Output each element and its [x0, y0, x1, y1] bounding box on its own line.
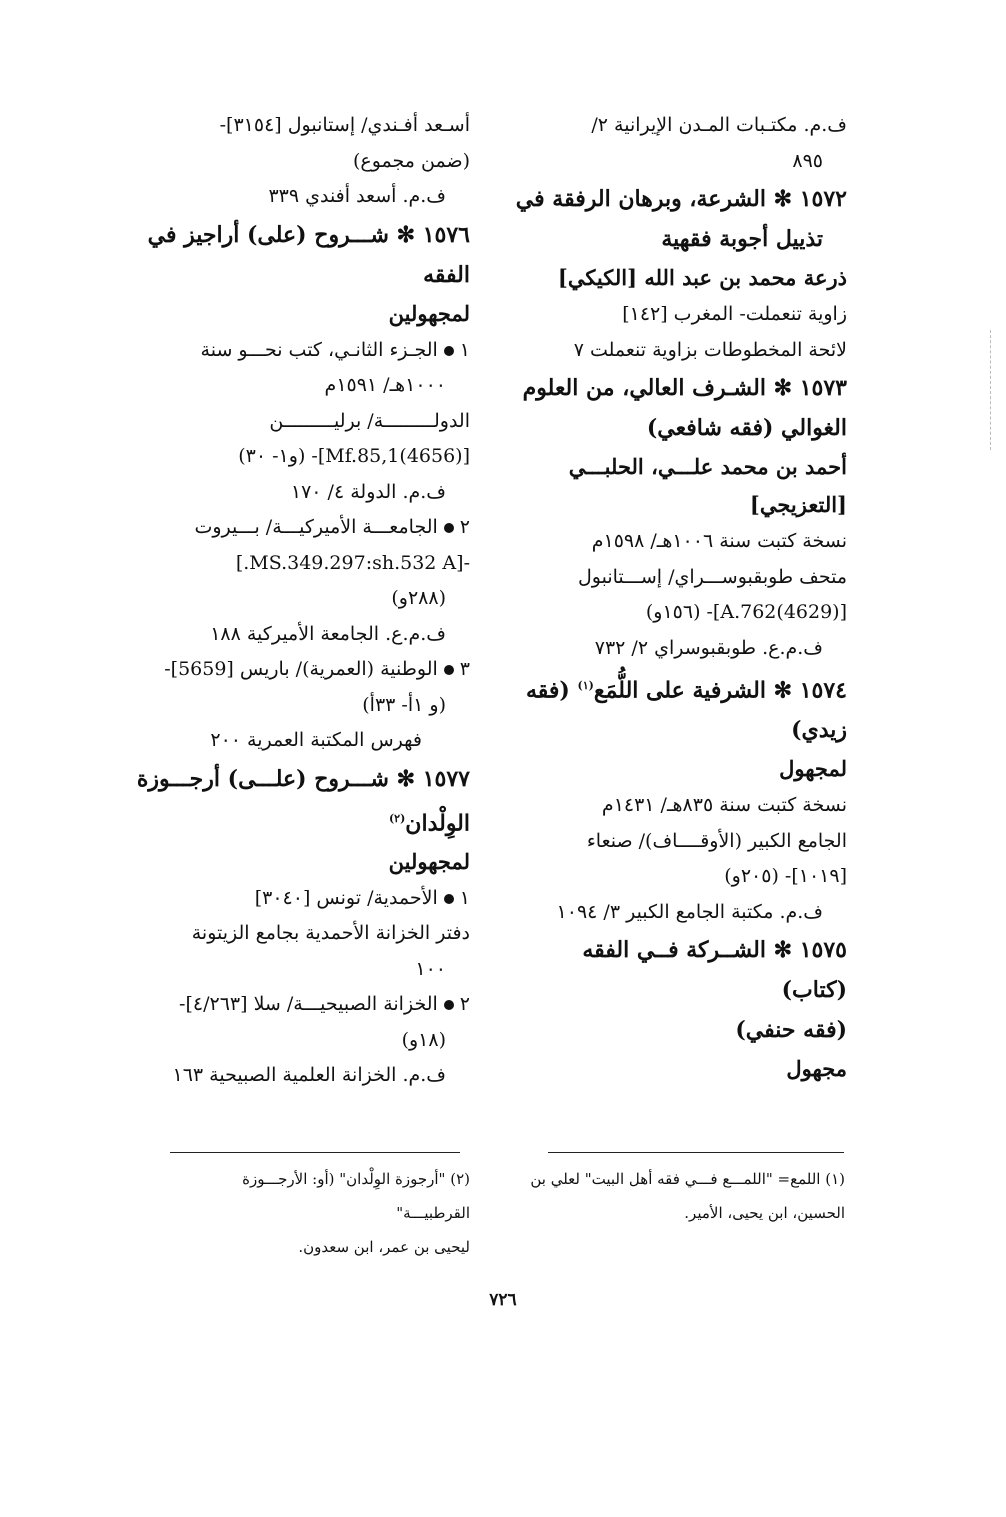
- footnote-line: الحسين، ابن يحيى، الأمير.: [684, 1204, 845, 1222]
- page-number: ٧٢٦: [489, 1290, 517, 1310]
- text-line: [١٠١٩]- (٢٠٥و): [724, 865, 847, 888]
- entry-title-1574-cont: زيدي): [791, 717, 847, 744]
- footnote-ref: (٢): [388, 811, 406, 825]
- item-number: ١: [459, 338, 470, 361]
- entry-author: ذرعة محمد بن عبد الله [الكيكي]: [557, 265, 847, 290]
- item-text: الوطنية (العمرية)/ باريس [5659]-: [164, 658, 438, 680]
- entry-title-1574: [515, 666, 847, 710]
- item-number: ١: [459, 886, 470, 909]
- entry-title-1576: ١٥٧٦ ✻ شـــروح (على) أراجيز في: [147, 221, 470, 248]
- item-text: الأحمدية/ تونس [٣٠٤٠]: [254, 886, 438, 909]
- text-line: زاوية تنعملت- المغرب [١٤٢]: [622, 303, 847, 325]
- item-text: الجامعـــة الأميركيـــة/ بـــيروت: [194, 516, 438, 538]
- bullet-icon: [444, 346, 454, 356]
- entry-title-1576-cont: الفقه: [423, 261, 470, 288]
- list-item: [130, 881, 470, 917]
- item-number: ٣: [459, 658, 470, 680]
- bullet-icon: [444, 1000, 454, 1010]
- entry-title-1577: ١٥٧٧ ✻ شـــروح (علـــى) أرجـــوزة: [136, 765, 470, 792]
- left-column: [130, 108, 470, 1094]
- entry-title-1572-cont: تذييل أجوبة فقهية: [661, 226, 823, 252]
- text-line: ف.م. أسعد أفندي ٣٣٩: [268, 185, 446, 207]
- text-line: (و ١أ- ٣٣أ): [362, 693, 446, 716]
- entry-title-1573: ١٥٧٣ ✻ الشـرف العالي، من العلوم: [522, 375, 847, 401]
- list-item: [130, 652, 470, 688]
- text-line: [(4656)Mf.85,1]- (و١- ٣٠): [238, 445, 470, 467]
- footnote-divider: [170, 1152, 460, 1153]
- text-line: لائحة المخطوطات بزاوية تنعملت ٧: [573, 338, 847, 361]
- entry-title-text: الوِلْدان: [405, 809, 470, 836]
- footnote-divider: [548, 1152, 844, 1153]
- text-line: الدولـــــــــة/ برليـــــــــن: [269, 409, 470, 432]
- entry-title-1573-cont: الغوالي (فقه شافعي): [646, 415, 847, 441]
- list-item: [130, 510, 470, 546]
- scan-edge: [990, 330, 991, 450]
- entry-title-text: (فقه: [525, 677, 578, 704]
- text-line: ف.م. مكتبة الجامع الكبير ٣/ ١٠٩٤: [556, 900, 823, 923]
- text-line: متحف طوبقبوســـراي/ إســـتانبول: [577, 565, 847, 588]
- text-line: ف.م. الخزانة العلمية الصبيحية ١٦٣: [172, 1064, 446, 1087]
- entry-title-1575: ١٥٧٥ ✻ الشــركة فــي الفقه (كتاب): [582, 937, 847, 1004]
- text-line: ١٠٠: [415, 957, 446, 980]
- entry-author: مجهول: [786, 1056, 847, 1082]
- text-line: (٢٨٨و): [391, 587, 446, 609]
- footnote-1: [505, 1162, 845, 1230]
- entry-title-1577-cont: [130, 799, 470, 843]
- text-line: [(4629)A.762]- (١٥٦و): [645, 601, 847, 623]
- bullet-icon: [444, 894, 454, 904]
- text-line: ف.م. الدولة ٤/ ١٧٠: [290, 480, 446, 503]
- footnote-line: ليحيى بن عمر، ابن سعدون.: [298, 1238, 470, 1256]
- text-line: ف.م. مكتـبات المـدن الإيرانية ٢/: [591, 114, 847, 136]
- text-line: (١٨و): [401, 1028, 446, 1051]
- entry-author: لمجهولين: [388, 848, 470, 874]
- bullet-icon: [444, 665, 454, 675]
- text-line: الجامع الكبير (الأوقــــاف)/ صنعاء: [586, 829, 847, 852]
- entry-author-cont: [التعزيجي]: [749, 492, 847, 517]
- text-line: دفتر الخزانة الأحمدية بجامع الزيتونة: [191, 922, 470, 945]
- footnote-2: [170, 1162, 470, 1264]
- entry-author: لمجهول: [779, 756, 847, 782]
- text-line: نسخة كتبت سنة ١٠٠٦هـ/ ١٥٩٨م: [591, 530, 847, 552]
- item-text: الجـزء الثانـي، كتب نحـــو سنة: [200, 338, 438, 361]
- right-column: [515, 108, 847, 1088]
- item-number: ٢: [459, 993, 470, 1016]
- text-line: فهرس المكتبة العمرية ٢٠٠: [210, 729, 422, 751]
- item-text: الخزانة الصبيحيـــة/ سلا [٤/٢٦٣]-: [179, 993, 438, 1016]
- entry-title-1575-cont: (فقه حنفي): [735, 1017, 847, 1044]
- list-item: [130, 987, 470, 1023]
- footnote-line: (١) اللمع= "اللمـــع فـــي فقه أهل البيت" لعلي بن: [530, 1170, 845, 1188]
- item-number: ٢: [459, 516, 470, 538]
- text-line: -[MS.349.297:sh.532 A.]: [235, 551, 470, 574]
- entry-author: لمجهولين: [388, 300, 470, 326]
- text-line: ف.م.ع. الجامعة الأميركية ١٨٨: [210, 622, 446, 645]
- entry-author: أحمد بن محمد علـــي، الحلبـــي: [568, 454, 847, 479]
- entry-title-text: ١٥٧٤ ✻ الشرفية على اللُّمَع: [593, 677, 847, 704]
- entry-title-1572: ١٥٧٢ ✻ الشرعة، وبرهان الرفقة في: [515, 186, 847, 212]
- footnote-ref: (١): [577, 679, 594, 692]
- text-line: أسـعد أفـندي/ إستانبول [٣١٥٤]-: [219, 114, 470, 136]
- footnote-line: (٢) "أرجوزة الوِلْدان" (أو: الأرجـــوزة القرطبيـــة": [242, 1170, 470, 1222]
- bullet-icon: [444, 523, 454, 533]
- list-item: [130, 333, 470, 369]
- text-line: ١٠٠٠هـ/ ١٥٩١م: [324, 374, 446, 396]
- text-line: (ضمن مجموع): [352, 149, 470, 172]
- text-line: ٨٩٥: [792, 149, 823, 172]
- text-line: نسخة كتبت سنة ٨٣٥هـ/ ١٤٣١م: [601, 794, 847, 817]
- text-line: ف.م.ع. طوبقبوسراي ٢/ ٧٣٢: [594, 636, 823, 659]
